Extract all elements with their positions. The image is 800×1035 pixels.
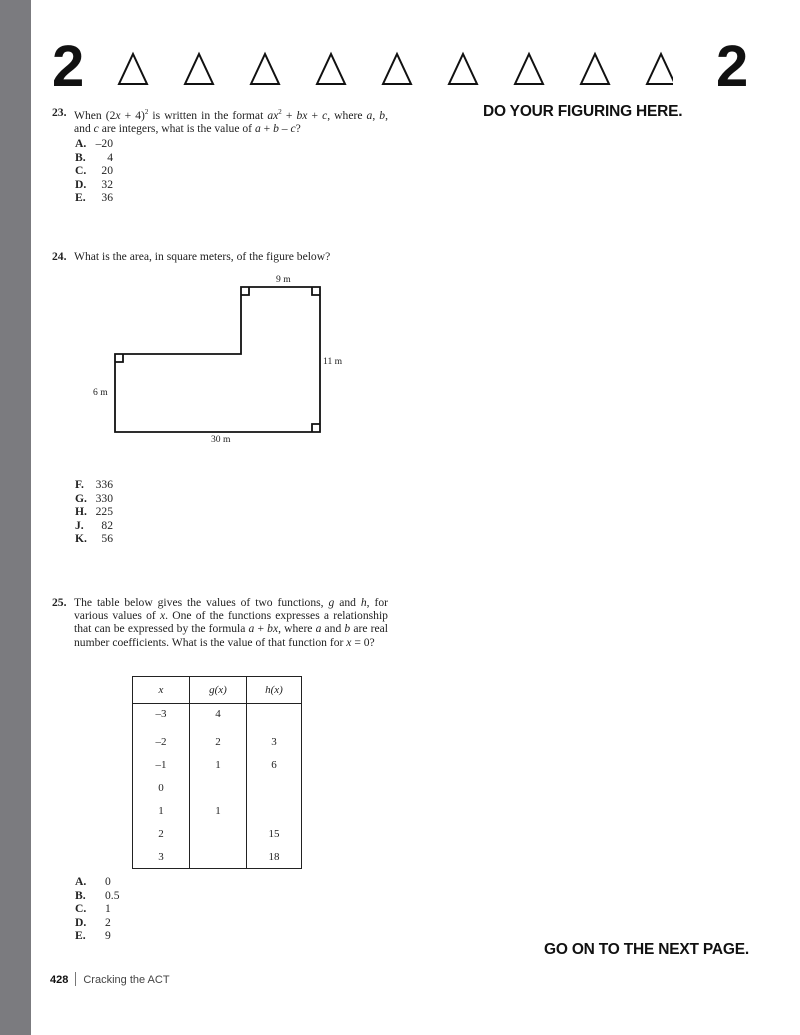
answer-choice[interactable]: A. –20: [75, 137, 113, 150]
footer-divider: [75, 972, 76, 986]
choices-24: [75, 478, 113, 546]
table-header-row: [133, 677, 302, 704]
page-number: 428: [50, 974, 69, 986]
question-number: 25.: [52, 596, 67, 609]
section-number-right: 2: [716, 34, 749, 99]
triangle-icon: [185, 54, 213, 84]
answer-choice[interactable]: A. 0: [75, 875, 111, 888]
figuring-label: DO YOUR FIGURING HERE.: [483, 103, 683, 120]
question-text: The table below gives the values of two functions, g and h, for various values of x. One of the functions expresses a relationship that can be expressed by the formula a + bx, where a and b are real number coefficients. What is the value of that function for x = 0?: [74, 596, 388, 649]
label-bottom: 30 m: [211, 434, 231, 445]
answer-choice[interactable]: D. 2: [75, 915, 111, 929]
function-table: [132, 676, 302, 869]
table-row: –2 2 3: [133, 730, 302, 753]
answer-choice[interactable]: E. 36: [75, 191, 113, 205]
table-row: –1 1 6: [133, 753, 302, 776]
book-title: Cracking the ACT: [83, 974, 170, 986]
question-number: 23.: [52, 106, 67, 119]
table-row: 0: [133, 776, 302, 799]
triangle-icon: [317, 54, 345, 84]
page-edge-bar: [0, 0, 31, 1035]
right-angle-mark: [241, 287, 249, 295]
label-left: 6 m: [93, 387, 108, 398]
question-number: 24.: [52, 250, 67, 263]
triangle-icon: [515, 54, 543, 84]
answer-choice[interactable]: E. 9: [75, 929, 111, 943]
question-text: What is the area, in square meters, of the figure below?: [74, 250, 331, 263]
right-angle-mark: [115, 354, 123, 362]
answer-choice[interactable]: F. 336: [75, 478, 113, 491]
question-25: [52, 596, 388, 649]
triangle-icon: [119, 54, 147, 84]
right-angle-mark: [312, 424, 320, 432]
answer-choice[interactable]: B. 0.5: [75, 888, 120, 902]
column-header: x: [133, 677, 190, 704]
figure-outline: [115, 287, 320, 432]
answer-choice[interactable]: B. 4: [75, 150, 113, 164]
question-23: [52, 106, 388, 135]
answer-choice[interactable]: C. 1: [75, 902, 111, 916]
header-triangles: [113, 50, 673, 90]
triangle-icon: [449, 54, 477, 84]
answer-choice[interactable]: H. 225: [75, 505, 113, 519]
table-row: –3 4: [133, 704, 302, 731]
triangle-icon: [581, 54, 609, 84]
table-row: 3 18: [133, 845, 302, 869]
triangle-icon: [251, 54, 279, 84]
question-text: When $(2x + 4)^2$ is written in the format $ax^2$ + bx + c, where a, b, and c are integers, what is the value of a + b – c?: [74, 108, 388, 136]
question-24: [52, 250, 388, 263]
answer-choice[interactable]: C. 20: [75, 164, 113, 178]
choices-25: [75, 875, 123, 943]
triangle-icon: [647, 54, 673, 84]
table-row: 1 1: [133, 799, 302, 822]
column-header: h(x): [247, 677, 302, 704]
next-page-label: GO ON TO THE NEXT PAGE.: [544, 941, 749, 958]
label-right: 11 m: [323, 356, 343, 367]
answer-choice[interactable]: J. 82: [75, 518, 113, 532]
label-top: 9 m: [276, 274, 291, 285]
column-header: g(x): [190, 677, 247, 704]
answer-choice[interactable]: D. 32: [75, 177, 113, 191]
right-angle-mark: [312, 287, 320, 295]
table-row: 2 15: [133, 822, 302, 845]
page-footer: [50, 972, 170, 986]
answer-choice[interactable]: K. 56: [75, 532, 113, 546]
triangle-icon: [383, 54, 411, 84]
answer-choice[interactable]: G. 330: [75, 491, 113, 505]
choices-23: [75, 137, 113, 205]
l-shape-figure: [108, 280, 328, 440]
section-number-left: 2: [52, 34, 85, 99]
